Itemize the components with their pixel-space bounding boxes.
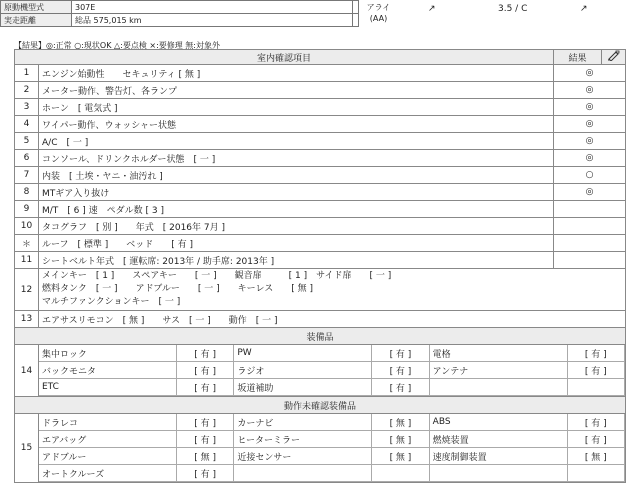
item-result: ◎ <box>554 116 626 133</box>
equipment-value <box>567 465 624 482</box>
item-text: MTギア入り抜け <box>39 184 554 201</box>
equipment-title: 装備品 <box>15 328 626 345</box>
item-text: A/C [ 一 ] <box>39 133 554 150</box>
unchecked-grid <box>39 414 625 482</box>
item-result: ◎ <box>554 150 626 167</box>
equipment-value: [ 有 ] <box>176 431 233 448</box>
equipment-value: [ 有 ] <box>372 345 429 362</box>
item-number: 7 <box>15 167 39 184</box>
item-number: 13 <box>15 311 39 328</box>
item-number: 15 <box>15 414 39 483</box>
keys-line-2: 燃料タンク [ 一 ] アドブルー [ 一 ] キーレス [ 無 ] <box>42 284 313 294</box>
equipment-value: [ 有 ] <box>372 362 429 379</box>
item-result: ◎ <box>554 99 626 116</box>
unchecked-row <box>15 414 626 483</box>
item-number: 2 <box>15 82 39 99</box>
item-text: メーター動作、警告灯、各ランプ <box>39 82 554 99</box>
item-text: タコグラフ [ 別 ] 年式 [ 2016年 7月 ] <box>39 218 554 235</box>
unchecked-header-row <box>15 397 626 414</box>
check-item-row <box>15 150 626 167</box>
check-item-row <box>15 252 626 269</box>
equipment-value: [ 無 ] <box>372 448 429 465</box>
check-item-row <box>15 167 626 184</box>
equipment-grid-row <box>39 345 625 362</box>
equipment-grid-row <box>39 379 625 396</box>
check-item-row <box>15 99 626 116</box>
item-number: 8 <box>15 184 39 201</box>
equipment-name: ラジオ <box>234 362 372 379</box>
equipment-grid-row <box>39 414 625 431</box>
equipment-row <box>15 345 626 397</box>
equipment-name: ヒーターミラー <box>234 431 372 448</box>
check-item-row <box>15 235 626 252</box>
item-result <box>554 201 626 218</box>
pen-icon <box>602 50 626 65</box>
check-item-row <box>15 65 626 82</box>
equipment-value: [ 有 ] <box>176 414 233 431</box>
equipment-name <box>234 465 372 482</box>
check-item-row <box>15 116 626 133</box>
item-text: ホーン [ 電気式 ] <box>39 99 554 116</box>
equipment-value: [ 無 ] <box>567 448 624 465</box>
equipment-name: 速度制御装置 <box>429 448 567 465</box>
equipment-value: [ 有 ] <box>176 362 233 379</box>
vehicle-info-header <box>0 0 640 28</box>
equipment-name: 近接センサー <box>234 448 372 465</box>
item-text: 内装 [ 土埃・ヤニ・油汚れ ] <box>39 167 554 184</box>
equipment-value: [ 有 ] <box>176 345 233 362</box>
table-header <box>15 50 626 65</box>
aa-grade-label <box>352 0 404 27</box>
check-item-row <box>15 201 626 218</box>
aa-label-text <box>353 2 404 24</box>
item-number: 11 <box>15 252 39 269</box>
check-item-row <box>15 82 626 99</box>
engine-type-value: 307E <box>72 1 359 14</box>
result-legend: 【結果】◎:正常 ○:現状OK △:要点検 ×:要修理 無:対象外 <box>14 41 221 50</box>
equipment-name: ABS <box>429 414 567 431</box>
equipment-name: 集中ロック <box>39 345 176 362</box>
check-item-row <box>15 218 626 235</box>
equipment-grid-row <box>39 448 625 465</box>
equipment-value: [ 有 ] <box>372 379 429 396</box>
item-result <box>554 252 626 269</box>
grade-mark-2: ↗ <box>580 4 588 14</box>
equipment-name: バックモニタ <box>39 362 176 379</box>
check-items <box>15 65 626 269</box>
item-result: ◎ <box>554 82 626 99</box>
equipment-value: [ 有 ] <box>567 414 624 431</box>
header-title: 室内確認項目 <box>15 50 554 65</box>
equipment-value: [ 有 ] <box>176 465 233 482</box>
interior-check-table <box>14 49 626 483</box>
item-number: 6 <box>15 150 39 167</box>
unchecked-title: 動作未確認装備品 <box>15 397 626 414</box>
equipment-name: ETC <box>39 379 176 396</box>
aa-label-line: アライ <box>366 3 391 12</box>
keys-line-1: メインキー [ 1 ] スペアキー [ 一 ] 観音扉 [ 1 ] サイド扉 [ 一 ] <box>42 271 392 281</box>
equipment-value: [ 有 ] <box>567 431 624 448</box>
equipment-name: カーナビ <box>234 414 372 431</box>
equipment-value: [ 無 ] <box>372 431 429 448</box>
equipment-grid <box>39 345 625 396</box>
item-result <box>554 235 626 252</box>
item-text: コンソール、ドリンクホルダー状態 [ 一 ] <box>39 150 554 167</box>
equipment-name: PW <box>234 345 372 362</box>
item-text: シートベルト年式 [ 運転席: 2013年 / 助手席: 2013年 ] <box>39 252 554 269</box>
equipment-value <box>372 465 429 482</box>
item-number: 1 <box>15 65 39 82</box>
item-result: ◎ <box>554 133 626 150</box>
equipment-value: [ 有 ] <box>567 362 624 379</box>
equipment-value: [ 有 ] <box>176 379 233 396</box>
item-text: ルーフ [ 標準 ] ベッド [ 有 ] <box>39 235 554 252</box>
air-suspension-text: エアサスリモコン [ 無 ] サス [ 一 ] 動作 [ 一 ] <box>39 311 626 328</box>
equipment-value <box>567 379 624 396</box>
equipment-name: 電格 <box>429 345 567 362</box>
air-suspension-row <box>15 311 626 328</box>
equipment-grid-row <box>39 431 625 448</box>
item-number: 12 <box>15 269 39 311</box>
grade-score: 3.5 / C <box>498 4 528 14</box>
mileage-label: 実走距離 <box>1 14 72 27</box>
item-number: 9 <box>15 201 39 218</box>
equipment-name: アドブルー <box>39 448 176 465</box>
item-result <box>554 218 626 235</box>
equipment-name: エアバッグ <box>39 431 176 448</box>
equipment-name: ドラレコ <box>39 414 176 431</box>
check-item-row <box>15 184 626 201</box>
engine-type-label: 原動機型式 <box>1 1 72 14</box>
item-number: ＊ <box>15 235 39 252</box>
keys-row <box>15 269 626 311</box>
item-number: 14 <box>15 345 39 397</box>
check-item-row <box>15 133 626 150</box>
item-number: 10 <box>15 218 39 235</box>
item-result: ○ <box>554 167 626 184</box>
aa-label-line: (AA) <box>369 14 388 23</box>
grade-mark-1: ↗ <box>428 4 436 14</box>
equipment-name <box>429 465 567 482</box>
mileage-value: 総品 575,015 km <box>72 14 359 27</box>
item-text: ワイパー動作、ウォッシャー状態 <box>39 116 554 133</box>
item-text: M/T [ 6 ] 速 ペダル数 [ 3 ] <box>39 201 554 218</box>
item-number: 5 <box>15 133 39 150</box>
equipment-name <box>429 379 567 396</box>
equipment-name: 坂道補助 <box>234 379 372 396</box>
header-result: 結果 <box>554 50 602 65</box>
equipment-grid-row <box>39 465 625 482</box>
item-number: 3 <box>15 99 39 116</box>
equipment-value: [ 無 ] <box>176 448 233 465</box>
item-result: ◎ <box>554 184 626 201</box>
equipment-value: [ 無 ] <box>372 414 429 431</box>
equipment-name: オートクルーズ <box>39 465 176 482</box>
item-result: ◎ <box>554 65 626 82</box>
item-number: 4 <box>15 116 39 133</box>
equipment-grid-row <box>39 362 625 379</box>
equipment-name: アンテナ <box>429 362 567 379</box>
keys-line-3: マルチファンクションキー [ 一 ] <box>42 297 181 307</box>
equipment-header-row <box>15 328 626 345</box>
equipment-name: 燃焼装置 <box>429 431 567 448</box>
equipment-value: [ 有 ] <box>567 345 624 362</box>
item-text: エンジン始動性 セキュリティ [ 無 ] <box>39 65 554 82</box>
